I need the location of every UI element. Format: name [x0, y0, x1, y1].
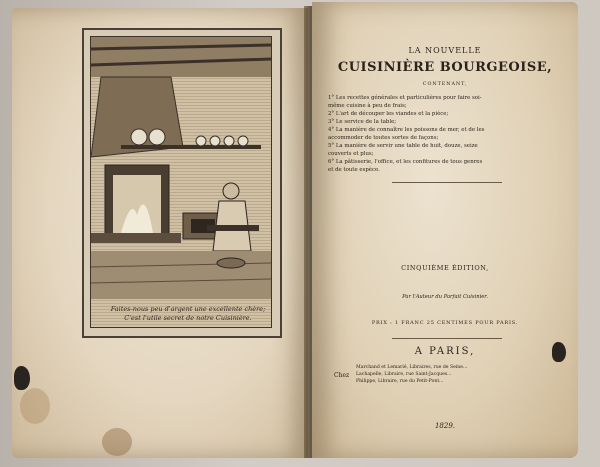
- stain: [20, 388, 50, 424]
- publisher-line: Marchand et Lemarié, Libraires, rue de Seine...: [356, 365, 468, 370]
- divider: [392, 338, 502, 339]
- contenant-label: CONTENANT,: [422, 82, 468, 87]
- engraving-caption: [99, 305, 272, 323]
- engraving-image: [90, 36, 272, 328]
- edition-label: CINQUIÈME ÉDITION,: [401, 264, 489, 272]
- open-book: [12, 2, 578, 460]
- contents-item: 2° L'art de découper les viandes et la pièce;: [328, 111, 449, 117]
- stain: [102, 428, 132, 456]
- contents-item: et de toute espèce.: [328, 167, 380, 173]
- contents-list: [328, 94, 558, 174]
- contents-item: 5° La manière de servir une table de huit, douze, seize: [328, 143, 478, 149]
- title-line-1: LA NOUVELLE: [408, 46, 482, 55]
- frontispiece-engraving: [82, 28, 282, 338]
- caption-line-1: Faites-nous peu d'argent une excellente chère;: [110, 305, 266, 313]
- divider: [392, 182, 502, 183]
- contents-item: couverts et plus;: [328, 151, 374, 157]
- author-line: Par l'Auteur du Parfait Cuisinier.: [402, 294, 488, 300]
- contents-item: 4° La manière de connaître les poissons de mer, et de les: [328, 127, 485, 133]
- worm-hole: [14, 366, 30, 390]
- contents-item: 1° Les recettes générales et particulières pour faire soi-: [328, 95, 482, 101]
- contents-item: 6° La pâtisserie, l'office, et les confitures de tous genres: [328, 159, 483, 165]
- left-page: [12, 8, 308, 458]
- title-page: [312, 2, 578, 458]
- publisher-line: Lachapelle, Libraire, rue Saint-Jacques...: [356, 372, 452, 377]
- publisher-line: Philippe, Libraire, rue du Petit-Pont...: [356, 379, 444, 384]
- city-line: A PARIS,: [414, 346, 476, 357]
- kitchen-scene-illustration: [91, 37, 271, 299]
- contents-item: même cuisine à peu de frais;: [328, 103, 407, 109]
- title-line-2: CUISINIÈRE BOURGEOISE,: [337, 60, 553, 75]
- publishers-list: [356, 364, 556, 385]
- publication-year: 1829.: [434, 422, 456, 430]
- price-line: PRIX : 1 FRANC 25 CENTIMES POUR PARIS.: [371, 320, 519, 326]
- caption-line-2: C'est l'utile secret de notre Cuisinière.: [124, 314, 252, 322]
- contents-item: 3° Le service de la table;: [328, 119, 397, 125]
- contents-item: accommoder de toutes sortes de façons;: [328, 135, 439, 141]
- chez-label: Chez: [334, 372, 350, 379]
